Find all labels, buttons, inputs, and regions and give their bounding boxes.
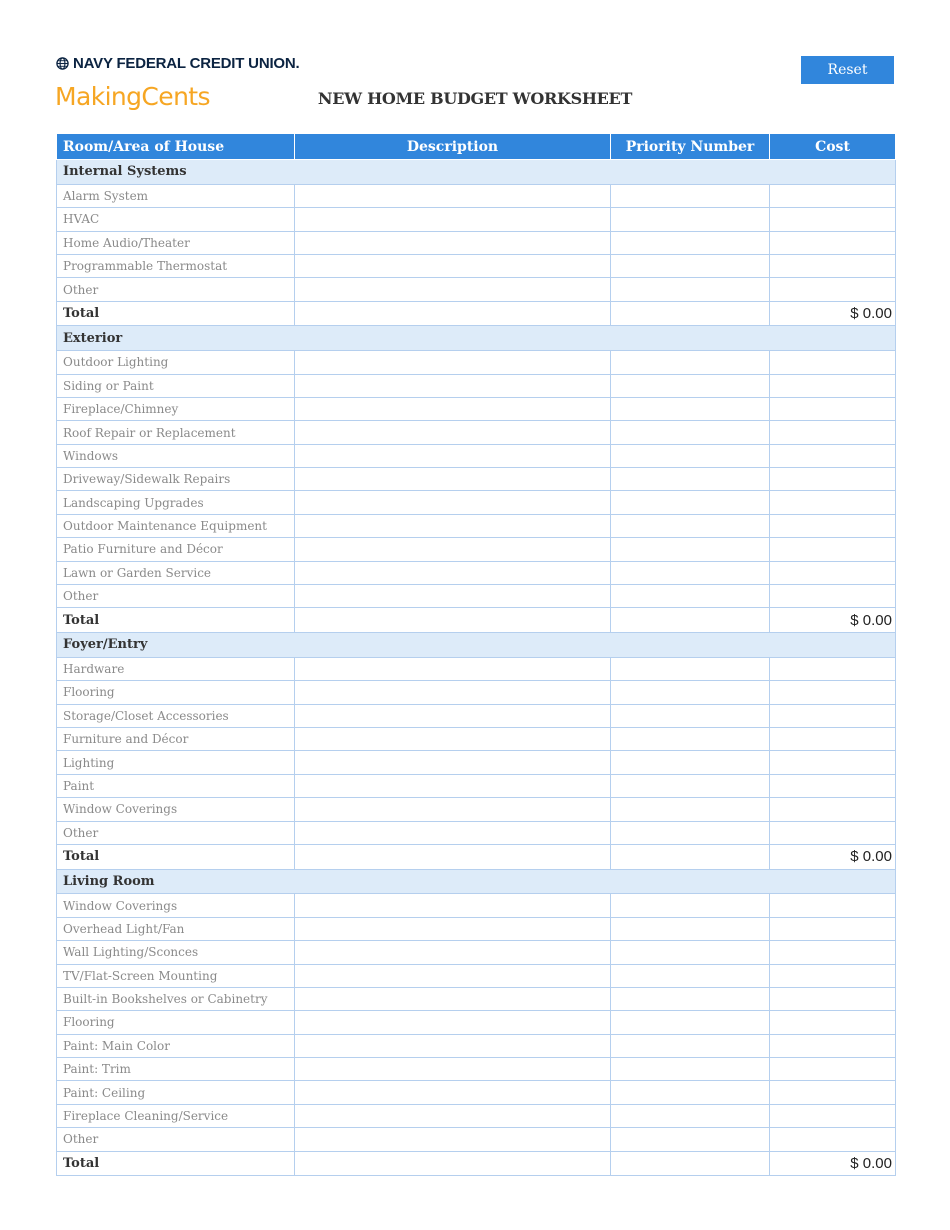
cost-cell[interactable] xyxy=(770,1104,896,1127)
section-header-row xyxy=(57,869,896,894)
total-row xyxy=(57,301,896,326)
item-label: Flooring xyxy=(57,681,295,704)
description-cell[interactable] xyxy=(295,917,611,940)
priority-cell[interactable] xyxy=(611,821,770,844)
table-row xyxy=(57,444,896,467)
priority-cell[interactable] xyxy=(611,1128,770,1151)
description-cell[interactable] xyxy=(295,514,611,537)
globe-icon xyxy=(56,57,69,70)
description-cell[interactable] xyxy=(295,351,611,374)
item-label: Windows xyxy=(57,444,295,467)
cost-cell[interactable] xyxy=(770,208,896,231)
cost-cell[interactable] xyxy=(770,774,896,797)
item-label: Lighting xyxy=(57,751,295,774)
description-cell[interactable] xyxy=(295,1034,611,1057)
description-cell[interactable] xyxy=(295,894,611,917)
priority-cell[interactable] xyxy=(611,1058,770,1081)
item-label: Driveway/Sidewalk Repairs xyxy=(57,468,295,491)
item-label: Other xyxy=(57,821,295,844)
description-cell[interactable] xyxy=(295,231,611,254)
item-label: Wall Lighting/Sconces xyxy=(57,941,295,964)
item-label: Built-in Bookshelves or Cabinetry xyxy=(57,987,295,1010)
total-description-cell xyxy=(295,608,611,633)
description-cell[interactable] xyxy=(295,821,611,844)
total-label: Total xyxy=(57,301,295,326)
item-label: Storage/Closet Accessories xyxy=(57,704,295,727)
table-row xyxy=(57,208,896,231)
description-cell[interactable] xyxy=(295,1058,611,1081)
priority-cell[interactable] xyxy=(611,917,770,940)
description-cell[interactable] xyxy=(295,1081,611,1104)
table-header-row xyxy=(57,134,896,160)
priority-cell[interactable] xyxy=(611,774,770,797)
table-row xyxy=(57,585,896,608)
table-row xyxy=(57,1128,896,1151)
cost-cell[interactable] xyxy=(770,751,896,774)
cost-cell[interactable] xyxy=(770,917,896,940)
table-row xyxy=(57,964,896,987)
section-title: Internal Systems xyxy=(57,160,896,185)
cost-cell[interactable] xyxy=(770,585,896,608)
table-row xyxy=(57,491,896,514)
table-row xyxy=(57,1104,896,1127)
page-title: NEW HOME BUDGET WORKSHEET xyxy=(317,89,633,108)
priority-cell[interactable] xyxy=(611,1081,770,1104)
item-label: Alarm System xyxy=(57,184,295,207)
table-row xyxy=(57,941,896,964)
table-row xyxy=(57,1058,896,1081)
priority-cell[interactable] xyxy=(611,561,770,584)
total-priority-cell xyxy=(611,1151,770,1176)
total-label: Total xyxy=(57,1151,295,1176)
priority-cell[interactable] xyxy=(611,231,770,254)
priority-cell[interactable] xyxy=(611,1011,770,1034)
priority-cell[interactable] xyxy=(611,374,770,397)
priority-cell[interactable] xyxy=(611,184,770,207)
cost-cell[interactable] xyxy=(770,514,896,537)
table-row xyxy=(57,374,896,397)
description-cell[interactable] xyxy=(295,208,611,231)
table-row xyxy=(57,681,896,704)
priority-cell[interactable] xyxy=(611,751,770,774)
cost-cell[interactable] xyxy=(770,704,896,727)
total-amount: $ 0.00 xyxy=(770,844,896,869)
priority-cell[interactable] xyxy=(611,421,770,444)
description-cell[interactable] xyxy=(295,728,611,751)
description-cell[interactable] xyxy=(295,374,611,397)
cost-cell[interactable] xyxy=(770,421,896,444)
item-label: Outdoor Maintenance Equipment xyxy=(57,514,295,537)
section-header-row xyxy=(57,160,896,185)
cost-cell[interactable] xyxy=(770,561,896,584)
item-label: Furniture and Décor xyxy=(57,728,295,751)
item-label: Flooring xyxy=(57,1011,295,1034)
table-row xyxy=(57,421,896,444)
table-row xyxy=(57,917,896,940)
description-cell[interactable] xyxy=(295,964,611,987)
table-row xyxy=(57,254,896,277)
table-row xyxy=(57,704,896,727)
making-cents-logo: MakingCents xyxy=(55,82,210,111)
item-label: Outdoor Lighting xyxy=(57,351,295,374)
item-label: HVAC xyxy=(57,208,295,231)
table-row xyxy=(57,184,896,207)
table-row xyxy=(57,751,896,774)
cost-cell[interactable] xyxy=(770,397,896,420)
total-label: Total xyxy=(57,608,295,633)
item-label: Patio Furniture and Décor xyxy=(57,538,295,561)
priority-cell[interactable] xyxy=(611,278,770,301)
description-cell[interactable] xyxy=(295,421,611,444)
item-label: Programmable Thermostat xyxy=(57,254,295,277)
table-row xyxy=(57,728,896,751)
priority-cell[interactable] xyxy=(611,351,770,374)
item-label: Lawn or Garden Service xyxy=(57,561,295,584)
total-description-cell xyxy=(295,844,611,869)
priority-cell[interactable] xyxy=(611,798,770,821)
cost-cell[interactable] xyxy=(770,491,896,514)
priority-cell[interactable] xyxy=(611,254,770,277)
table-row xyxy=(57,538,896,561)
description-cell[interactable] xyxy=(295,585,611,608)
description-cell[interactable] xyxy=(295,561,611,584)
cost-cell[interactable] xyxy=(770,987,896,1010)
cost-cell[interactable] xyxy=(770,657,896,680)
column-header-priority: Priority Number xyxy=(611,134,770,160)
priority-cell[interactable] xyxy=(611,444,770,467)
cost-cell[interactable] xyxy=(770,1034,896,1057)
total-amount: $ 0.00 xyxy=(770,301,896,326)
item-label: Other xyxy=(57,585,295,608)
table-row xyxy=(57,821,896,844)
cost-cell[interactable] xyxy=(770,1011,896,1034)
total-amount: $ 0.00 xyxy=(770,608,896,633)
priority-cell[interactable] xyxy=(611,657,770,680)
description-cell[interactable] xyxy=(295,1104,611,1127)
priority-cell[interactable] xyxy=(611,538,770,561)
priority-cell[interactable] xyxy=(611,894,770,917)
cost-cell[interactable] xyxy=(770,351,896,374)
total-description-cell xyxy=(295,301,611,326)
cost-cell[interactable] xyxy=(770,1058,896,1081)
table-row xyxy=(57,468,896,491)
priority-cell[interactable] xyxy=(611,397,770,420)
item-label: Landscaping Upgrades xyxy=(57,491,295,514)
total-priority-cell xyxy=(611,301,770,326)
description-cell[interactable] xyxy=(295,444,611,467)
cost-cell[interactable] xyxy=(770,1081,896,1104)
item-label: Siding or Paint xyxy=(57,374,295,397)
priority-cell[interactable] xyxy=(611,681,770,704)
reset-button[interactable]: Reset xyxy=(801,56,894,84)
priority-cell[interactable] xyxy=(611,208,770,231)
table-row xyxy=(57,798,896,821)
cost-cell[interactable] xyxy=(770,278,896,301)
table-row xyxy=(57,514,896,537)
table-row xyxy=(57,1011,896,1034)
column-header-description: Description xyxy=(295,134,611,160)
cost-cell[interactable] xyxy=(770,1128,896,1151)
description-cell[interactable] xyxy=(295,751,611,774)
description-cell[interactable] xyxy=(295,278,611,301)
total-description-cell xyxy=(295,1151,611,1176)
description-cell[interactable] xyxy=(295,941,611,964)
priority-cell[interactable] xyxy=(611,964,770,987)
cost-cell[interactable] xyxy=(770,538,896,561)
priority-cell[interactable] xyxy=(611,728,770,751)
description-cell[interactable] xyxy=(295,254,611,277)
priority-cell[interactable] xyxy=(611,941,770,964)
cost-cell[interactable] xyxy=(770,821,896,844)
section-title: Exterior xyxy=(57,326,896,351)
item-label: Hardware xyxy=(57,657,295,680)
table-row xyxy=(57,561,896,584)
description-cell[interactable] xyxy=(295,798,611,821)
cost-cell[interactable] xyxy=(770,941,896,964)
description-cell[interactable] xyxy=(295,987,611,1010)
description-cell[interactable] xyxy=(295,704,611,727)
item-label: Window Coverings xyxy=(57,894,295,917)
table-row xyxy=(57,987,896,1010)
description-cell[interactable] xyxy=(295,538,611,561)
column-header-cost: Cost xyxy=(770,134,896,160)
cost-cell[interactable] xyxy=(770,728,896,751)
section-header-row xyxy=(57,326,896,351)
description-cell[interactable] xyxy=(295,681,611,704)
budget-table xyxy=(56,133,896,1176)
priority-cell[interactable] xyxy=(611,468,770,491)
cost-cell[interactable] xyxy=(770,468,896,491)
table-row xyxy=(57,657,896,680)
item-label: Other xyxy=(57,1128,295,1151)
table-row xyxy=(57,1081,896,1104)
priority-cell[interactable] xyxy=(611,987,770,1010)
brand-name: NAVY FEDERAL CREDIT UNION. xyxy=(73,55,300,72)
section-title: Foyer/Entry xyxy=(57,633,896,658)
table-row xyxy=(57,1034,896,1057)
total-priority-cell xyxy=(611,608,770,633)
cost-cell[interactable] xyxy=(770,444,896,467)
description-cell[interactable] xyxy=(295,657,611,680)
item-label: Overhead Light/Fan xyxy=(57,917,295,940)
cost-cell[interactable] xyxy=(770,894,896,917)
item-label: Fireplace Cleaning/Service xyxy=(57,1104,295,1127)
priority-cell[interactable] xyxy=(611,585,770,608)
item-label: TV/Flat-Screen Mounting xyxy=(57,964,295,987)
item-label: Paint: Main Color xyxy=(57,1034,295,1057)
brand-logo xyxy=(56,55,300,72)
item-label: Paint xyxy=(57,774,295,797)
table-row xyxy=(57,774,896,797)
total-amount: $ 0.00 xyxy=(770,1151,896,1176)
description-cell[interactable] xyxy=(295,1011,611,1034)
section-title: Living Room xyxy=(57,869,896,894)
priority-cell[interactable] xyxy=(611,491,770,514)
table-row xyxy=(57,278,896,301)
table-row xyxy=(57,397,896,420)
description-cell[interactable] xyxy=(295,397,611,420)
cost-cell[interactable] xyxy=(770,254,896,277)
cost-cell[interactable] xyxy=(770,681,896,704)
item-label: Fireplace/Chimney xyxy=(57,397,295,420)
table-row xyxy=(57,351,896,374)
total-priority-cell xyxy=(611,844,770,869)
description-cell[interactable] xyxy=(295,468,611,491)
item-label: Paint: Trim xyxy=(57,1058,295,1081)
item-label: Home Audio/Theater xyxy=(57,231,295,254)
column-header-room: Room/Area of House xyxy=(57,134,295,160)
cost-cell[interactable] xyxy=(770,964,896,987)
table-row xyxy=(57,231,896,254)
total-label: Total xyxy=(57,844,295,869)
item-label: Paint: Ceiling xyxy=(57,1081,295,1104)
description-cell[interactable] xyxy=(295,774,611,797)
section-header-row xyxy=(57,633,896,658)
item-label: Window Coverings xyxy=(57,798,295,821)
cost-cell[interactable] xyxy=(770,798,896,821)
priority-cell[interactable] xyxy=(611,514,770,537)
priority-cell[interactable] xyxy=(611,1034,770,1057)
priority-cell[interactable] xyxy=(611,1104,770,1127)
total-row xyxy=(57,844,896,869)
description-cell[interactable] xyxy=(295,184,611,207)
cost-cell[interactable] xyxy=(770,374,896,397)
item-label: Roof Repair or Replacement xyxy=(57,421,295,444)
description-cell[interactable] xyxy=(295,1128,611,1151)
cost-cell[interactable] xyxy=(770,184,896,207)
description-cell[interactable] xyxy=(295,491,611,514)
table-row xyxy=(57,894,896,917)
item-label: Other xyxy=(57,278,295,301)
priority-cell[interactable] xyxy=(611,704,770,727)
total-row xyxy=(57,1151,896,1176)
total-row xyxy=(57,608,896,633)
cost-cell[interactable] xyxy=(770,231,896,254)
